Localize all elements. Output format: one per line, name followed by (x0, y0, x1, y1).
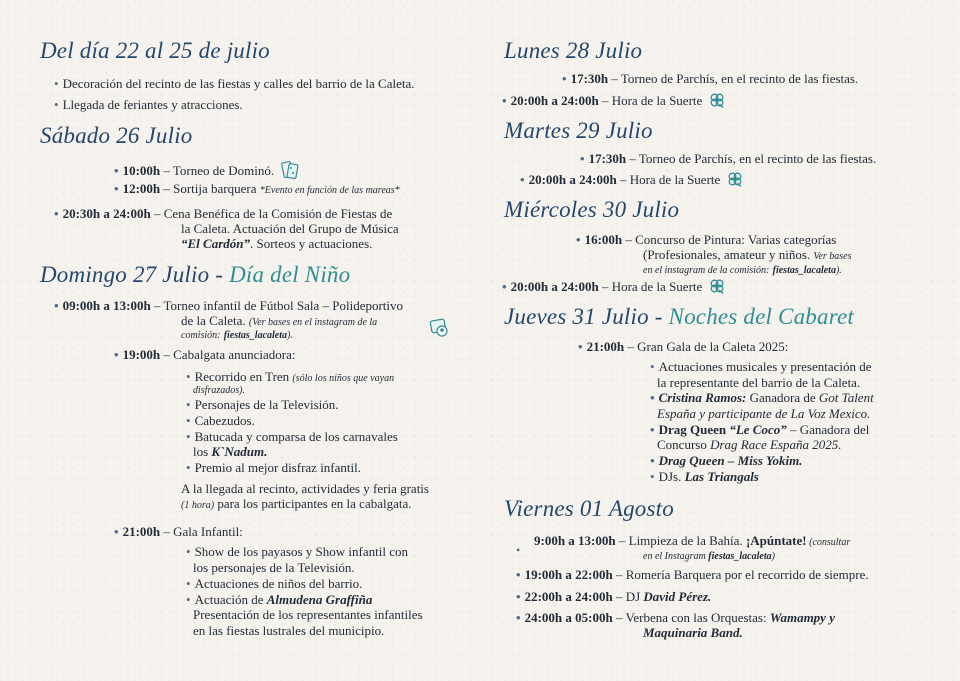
heading-sep: - (209, 262, 230, 287)
event-time: 9:00h a 13:00h (534, 533, 616, 548)
heading-sabado: Sábado 26 Julio (40, 123, 193, 148)
event-row (578, 339, 788, 355)
list-item: • Actuaciones de niños del barrio. (186, 576, 362, 592)
event-text: Concurso (657, 437, 711, 452)
heading-lunes: Lunes 28 Julio (504, 38, 643, 63)
event-time: • 20:30h a 24:00h (54, 206, 151, 221)
event-text-line: la representante del barrio de la Caleta. (657, 375, 861, 390)
event-time: • 21:00h (578, 339, 624, 354)
heading-martes: Martes 29 Julio (504, 118, 653, 143)
event-time: • 19:00h a 22:00h (516, 567, 613, 582)
event-time: • 10:00h (114, 163, 160, 178)
event-row (516, 610, 835, 626)
artist-name: • Drag Queen – Miss Yokim. (650, 453, 802, 468)
artist-name: Almudena Graffiña (266, 592, 373, 607)
instagram-handle: fiestas_lacaleta (223, 330, 288, 341)
list-item: • Personajes de la Televisión. (186, 397, 339, 413)
artist-name: David Pérez. (643, 589, 712, 604)
event-text-line: en el instagram de la comisión: fiestas_lacaleta). (643, 265, 842, 276)
event-row (54, 206, 392, 222)
sub-item-text: • Actuación de (186, 592, 267, 607)
event-note: (Ver bases en el instagram de la (248, 317, 378, 328)
event-text-line: la Caleta. Actuación del Grupo de Música (181, 221, 399, 236)
event-note: en el Instagram (643, 551, 709, 562)
event-text: – Torneo infantil de Fútbol Sala – Polideportivo (153, 298, 404, 313)
event-text: – DJ (615, 589, 644, 604)
heading-jul-22-25: Del día 22 al 25 de julio (40, 38, 270, 63)
list-item: • Premio al mejor disfraz infantil. (186, 460, 361, 476)
list-item (650, 422, 869, 438)
paragraph-line (181, 496, 412, 514)
event-time: • 20:00h a 24:00h (502, 93, 599, 108)
band-name: Wamampy y (769, 610, 835, 625)
list-item: • Actuaciones musicales y presentación de (650, 359, 872, 375)
event-text: – Limpieza de la Bahía. (618, 533, 746, 548)
event-text-line: en el Instagram fiestas_lacaleta) (643, 551, 775, 562)
heading-day: Jueves 31 Julio (504, 304, 649, 329)
event-text: – Cena Benéfica de la Comisión de Fiestas de (153, 206, 393, 221)
event-note: (consultar (806, 537, 851, 548)
list-item: • Decoración del recinto de las fiestas y calles del barrio de la Caleta. (54, 76, 415, 92)
event-row (54, 298, 403, 314)
event-row (520, 171, 743, 191)
list-item (186, 592, 372, 608)
artist-name: • Drag Queen (650, 422, 729, 437)
event-row (114, 347, 295, 363)
event-row (562, 71, 858, 87)
event-text: – Verbena con las Orquestas: (615, 610, 770, 625)
event-text-line: los personajes de la Televisión. (193, 560, 355, 575)
instagram-handle: fiestas_lacaleta (708, 551, 772, 562)
event-note: comisión: (181, 330, 221, 341)
heading-day: Domingo 27 Julio (40, 262, 210, 287)
artist-name: Las Triangals (684, 469, 759, 484)
heading-theme: Noches del Cabaret (668, 304, 854, 329)
event-row (516, 567, 869, 583)
heading-domingo (40, 262, 350, 288)
heading-viernes: Viernes 01 Agosto (504, 496, 674, 521)
event-text: los (193, 444, 212, 459)
band-name: “El Cardón” (181, 236, 250, 251)
show-name: Drag Race España 2025. (710, 437, 842, 452)
event-text: – Torneo de Parchís, en el recinto de las fiestas. (611, 71, 859, 86)
event-text-line (193, 444, 267, 460)
event-note: disfrazados). (193, 385, 245, 396)
list-item (650, 390, 874, 406)
event-text: – Gala Infantil: (163, 524, 243, 539)
event-text: – Hora de la Suerte (619, 171, 721, 187)
list-item: • Cabezudos. (186, 413, 255, 429)
heading-miercoles: Miércoles 30 Julio (504, 197, 680, 222)
event-note: (sólo los niños que vayan (292, 373, 395, 384)
event-note: Ver bases (813, 251, 852, 262)
event-text: para los participantes en la cabalgata. (214, 496, 412, 511)
clover-icon (709, 92, 725, 112)
event-text: – Torneo de Dominó. (163, 162, 275, 178)
sub-item-text: • Recorrido en Tren (186, 369, 289, 384)
event-note: (1 hora) (181, 500, 215, 511)
event-time: • 12:00h (114, 181, 160, 196)
group-name: K`Nadum. (211, 444, 268, 459)
event-time: • 22:00h a 24:00h (516, 589, 613, 604)
event-note: en el instagram de la comisión: (643, 265, 770, 276)
event-time: • 17:30h (562, 71, 608, 86)
paragraph-line: A la llegada al recinto, actividades y feria gratis (181, 481, 429, 496)
event-row (580, 151, 876, 167)
event-time: • 16:00h (576, 232, 622, 247)
event-note: *Evento en función de las mareas* (259, 185, 400, 196)
heading-jueves (504, 304, 854, 330)
instagram-handle: fiestas_lacaleta (772, 265, 836, 276)
event-row (114, 181, 400, 199)
event-text: – Torneo de Parchís, en el recinto de las fiestas. (629, 151, 877, 166)
event-time: • 09:00h a 13:00h (54, 298, 151, 313)
band-name: Maquinaria Band. (643, 625, 743, 640)
clover-icon (727, 171, 743, 191)
artist-name: • Cristina Ramos: (650, 390, 746, 405)
event-text: – Gran Gala de la Caleta 2025: (627, 339, 789, 354)
heading-sep: - (648, 304, 669, 329)
event-time: • 24:00h a 05:00h (516, 610, 613, 625)
clover-icon (709, 278, 725, 298)
event-text: Ganadora de (746, 390, 819, 405)
event-text: – Romería Barquera por el recorrido de siempre. (615, 567, 869, 582)
event-text: – Hora de la Suerte (601, 92, 703, 108)
heading-theme: Día del Niño (229, 262, 351, 287)
event-text-line (181, 236, 372, 252)
bullet-dot: • (516, 543, 521, 557)
event-text: de la Caleta. (181, 313, 246, 328)
event-text-line: Presentación de los representantes infantiles (193, 607, 423, 622)
event-text: . Sorteos y actuaciones. (250, 236, 373, 251)
artist-alias: “Le Coco” (729, 422, 787, 437)
event-text-line: comisión: fiestas_lacaleta). (181, 330, 293, 341)
event-row (516, 589, 711, 605)
event-text: – Sortija barquera (163, 181, 257, 196)
event-text: – Cabalgata anunciadora: (163, 347, 296, 362)
show-name: Got Talent (818, 390, 874, 405)
event-time: • 21:00h (114, 524, 160, 539)
event-text-line (657, 437, 842, 453)
event-text-line: en las fiestas lustrales del municipio. (193, 623, 385, 638)
event-text-line: España y participante de La Voz Mexico. (657, 406, 871, 421)
list-item: • Llegada de feriantes y atracciones. (54, 97, 243, 113)
event-text: • DJs. (650, 469, 685, 484)
event-text: – Ganadora del (786, 422, 870, 437)
event-row (502, 278, 725, 298)
list-item (650, 469, 759, 485)
soccer-icon (428, 316, 450, 343)
list-item (650, 453, 802, 469)
list-item: • Show de los payasos y Show infantil con (186, 544, 408, 560)
event-row (502, 92, 725, 112)
event-time: • 20:00h a 24:00h (520, 172, 617, 187)
event-time: • 19:00h (114, 347, 160, 362)
event-row (114, 524, 243, 540)
call-to-action: ¡Apúntate! (745, 533, 807, 548)
event-text: – Concurso de Pintura: Varias categorías (625, 232, 837, 247)
event-text: – Hora de la Suerte (601, 278, 703, 294)
list-item: • Batucada y comparsa de los carnavales (186, 429, 398, 445)
event-time: • 17:30h (580, 151, 626, 166)
event-row (576, 232, 836, 248)
event-text: (Profesionales, amateur y niños. (643, 247, 811, 262)
event-time: • 20:00h a 24:00h (502, 279, 599, 294)
